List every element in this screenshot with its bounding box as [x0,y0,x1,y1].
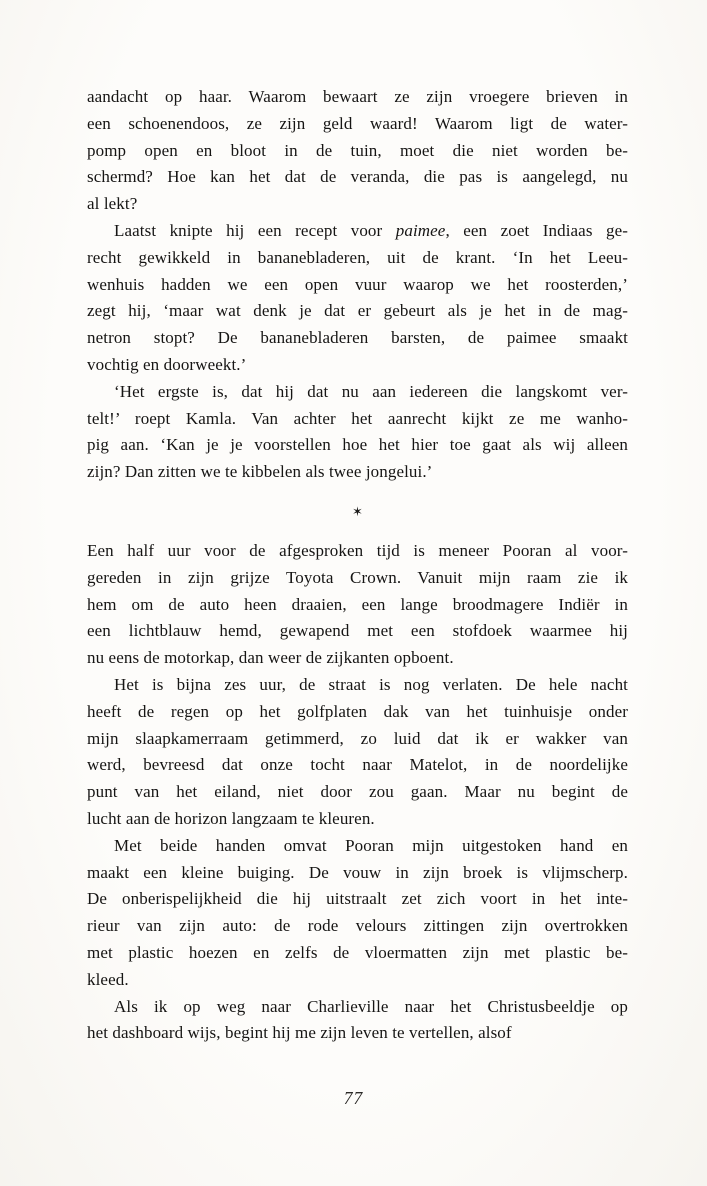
paragraph [87,833,628,994]
section-divider-star: ✶ [352,503,363,519]
paragraph [87,994,628,1048]
text-line: ‘Het ergste is, dat hij dat nu aan iedereen die langskomt ver- [114,381,628,401]
text-line: mijn slaapkamerraam getimmerd, zo luid dat ik er wakker van [87,728,628,748]
page-number: 77 [343,1088,364,1108]
text-line: Als ik op weg naar Charlieville naar het Christusbeeldje op [114,996,628,1016]
text-line: Met beide handen omvat Pooran mijn uitgestoken hand en [114,835,628,855]
text-line: Laatst knipte hij een recept voor paimee, een zoet Indiaas ge- [114,220,628,240]
text-line: met plastic hoezen en zelfs de vloermatten zijn met plastic be- [87,942,628,962]
paragraph [87,218,628,379]
text-line: pig aan. ‘Kan je je voorstellen hoe het hier toe gaat als wij alleen [87,435,628,455]
text-line: schermd? Hoe kan het dat de veranda, die pas is aangelegd, nu [87,167,628,187]
text-line: hem om de auto heen draaien, een lange broodmagere Indiër in [87,594,628,614]
text-line: Het is bijna zes uur, de straat is nog verlaten. De hele nacht [114,674,628,694]
text-line: een schoenendoos, ze zijn geld waard! Waarom ligt de water- [87,113,628,133]
text-block [87,84,628,1047]
text-line: vochtig en doorweekt.’ [87,354,247,374]
text-line: wenhuis hadden we een open vuur waarop we het roosterden,’ [87,274,628,294]
text-line: heeft de regen op het golfplaten dak van het tuinhuisje onder [87,701,628,721]
text-line: al lekt? [87,194,138,214]
text-line: lucht aan de horizon langzaam te kleuren. [87,808,375,828]
text-line: aandacht op haar. Waarom bewaart ze zijn vroegere brieven in [87,87,628,106]
paragraph [87,672,628,833]
text-line: maakt een kleine buiging. De vouw in zijn broek is vlijmscherp. [87,862,628,882]
text-line: telt!’ roept Kamla. Van achter het aanrecht kijkt ze me wanho- [87,408,628,428]
text-line: pomp open en bloot in de tuin, moet die niet worden be- [87,140,628,160]
paragraph [87,84,628,218]
text-line: rieur van zijn auto: de rode velours zittingen zijn overtrokken [87,916,628,936]
text-line: werd, bevreesd dat onze tocht naar Matelot, in de noordelijke [87,755,628,775]
text-line: De onberispelijkheid die hij uitstraalt zet zich voort in het inte- [87,889,628,909]
text-line: zegt hij, ‘maar wat denk je dat er gebeurt als je het in de mag- [87,301,628,321]
text-line: Een half uur voor de afgesproken tijd is meneer Pooran al voor- [87,540,628,560]
text-line: een lichtblauw hemd, gewapend met een stofdoek waarmee hij [87,621,628,641]
text-line: recht gewikkeld in bananebladeren, uit de krant. ‘In het Leeu- [87,247,628,267]
text-line: nu eens de motorkap, dan weer de zijkanten opboent. [87,648,454,668]
text-line: netron stopt? De bananebladeren barsten, de paimee smaakt [87,328,628,348]
text-line: het dashboard wijs, begint hij me zijn leven te vertellen, alsof [87,1023,512,1043]
text-line: punt van het eiland, niet door zou gaan. Maar nu begint de [87,782,628,802]
text-line: gereden in zijn grijze Toyota Crown. Vanuit mijn raam zie ik [87,567,628,587]
paragraph [87,379,628,486]
paragraph [87,538,628,672]
text-line: kleed. [87,969,129,989]
text-line: zijn? Dan zitten we te kibbelen als twee jongelui.’ [87,462,433,482]
